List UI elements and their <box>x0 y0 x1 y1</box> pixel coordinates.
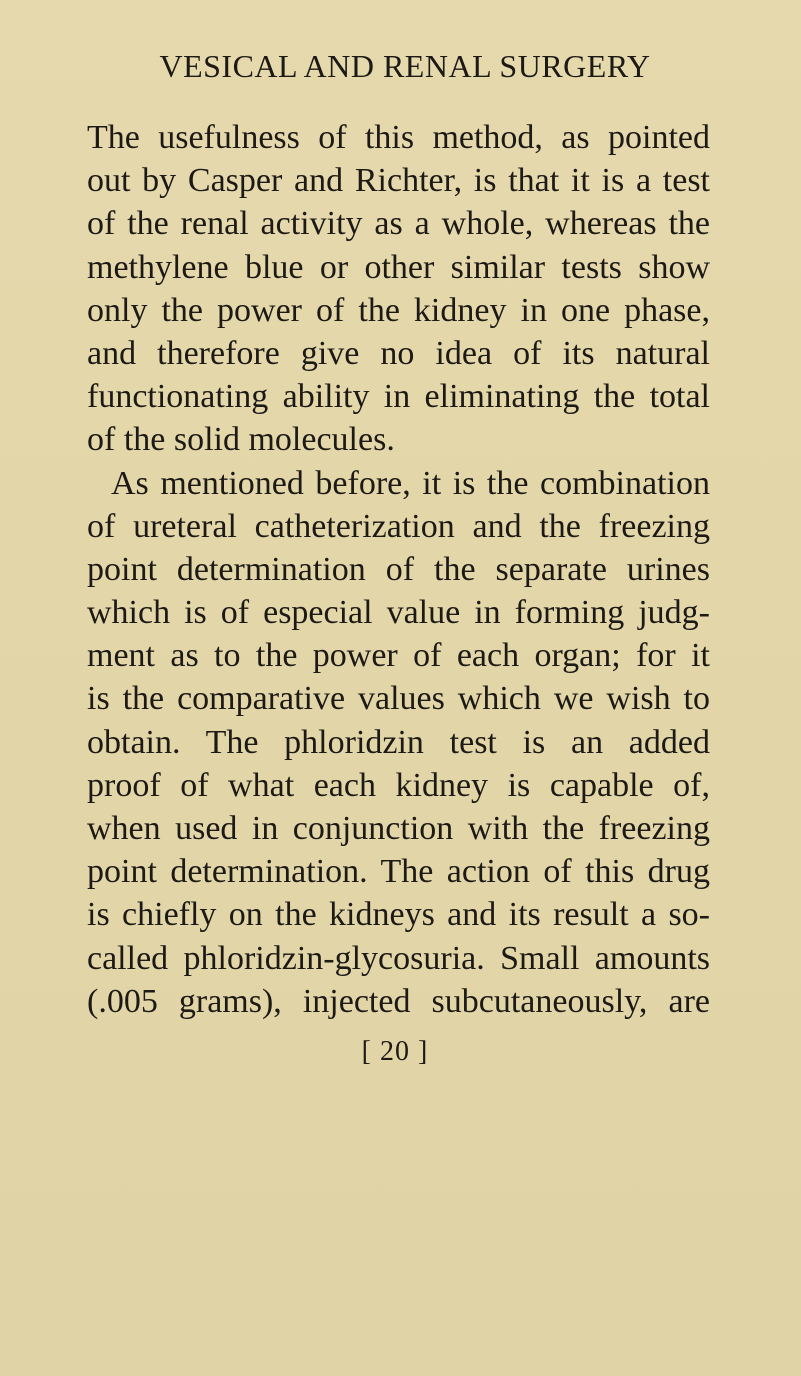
paragraph-1 <box>87 116 710 462</box>
text-line: obtain. The phloridzin test is an added <box>87 723 710 761</box>
page-number: [ 20 ] <box>361 1036 429 1067</box>
text-line: is chiefly on the kidneys and its result a so- <box>87 896 710 934</box>
body-text <box>87 116 710 1023</box>
text-line: proof of what each kidney is capable of, <box>87 766 710 804</box>
text-line: only the power of the kidney in one phase, <box>87 291 710 329</box>
text-line: of ureteral catheterization and the freezing <box>87 507 710 545</box>
text-line: of the renal activity as a whole, whereas the <box>87 205 710 243</box>
text-line: when used in conjunction with the freezing <box>87 810 710 847</box>
text-line: functionating ability in eliminating the total <box>87 378 710 416</box>
text-line: called phloridzin-glycosuria. Small amounts <box>87 939 710 977</box>
text-line: is the comparative values which we wish to <box>87 680 710 718</box>
text-line: of the solid molecules. <box>87 421 395 459</box>
text-line: out by Casper and Richter, is that it is a test <box>87 162 710 200</box>
text-line: and therefore give no idea of its natural <box>87 334 710 372</box>
text-line: As mentioned before, it is the combination <box>111 464 710 502</box>
text-line: The usefulness of this method, as pointed <box>87 119 710 156</box>
text-line: methylene blue or other similar tests show <box>87 248 710 286</box>
text-line: (.005 grams), injected subcutaneously, are <box>87 982 710 1020</box>
text-line: point determination of the separate urines <box>87 550 710 588</box>
running-head: VESICAL AND RENAL SURGERY <box>159 48 651 84</box>
text-line: ment as to the power of each organ; for it <box>87 637 710 675</box>
text-line: point determination. The action of this drug <box>87 853 710 891</box>
text-line: which is of especial value in forming judg- <box>87 594 710 632</box>
paragraph-2 <box>87 462 710 1023</box>
